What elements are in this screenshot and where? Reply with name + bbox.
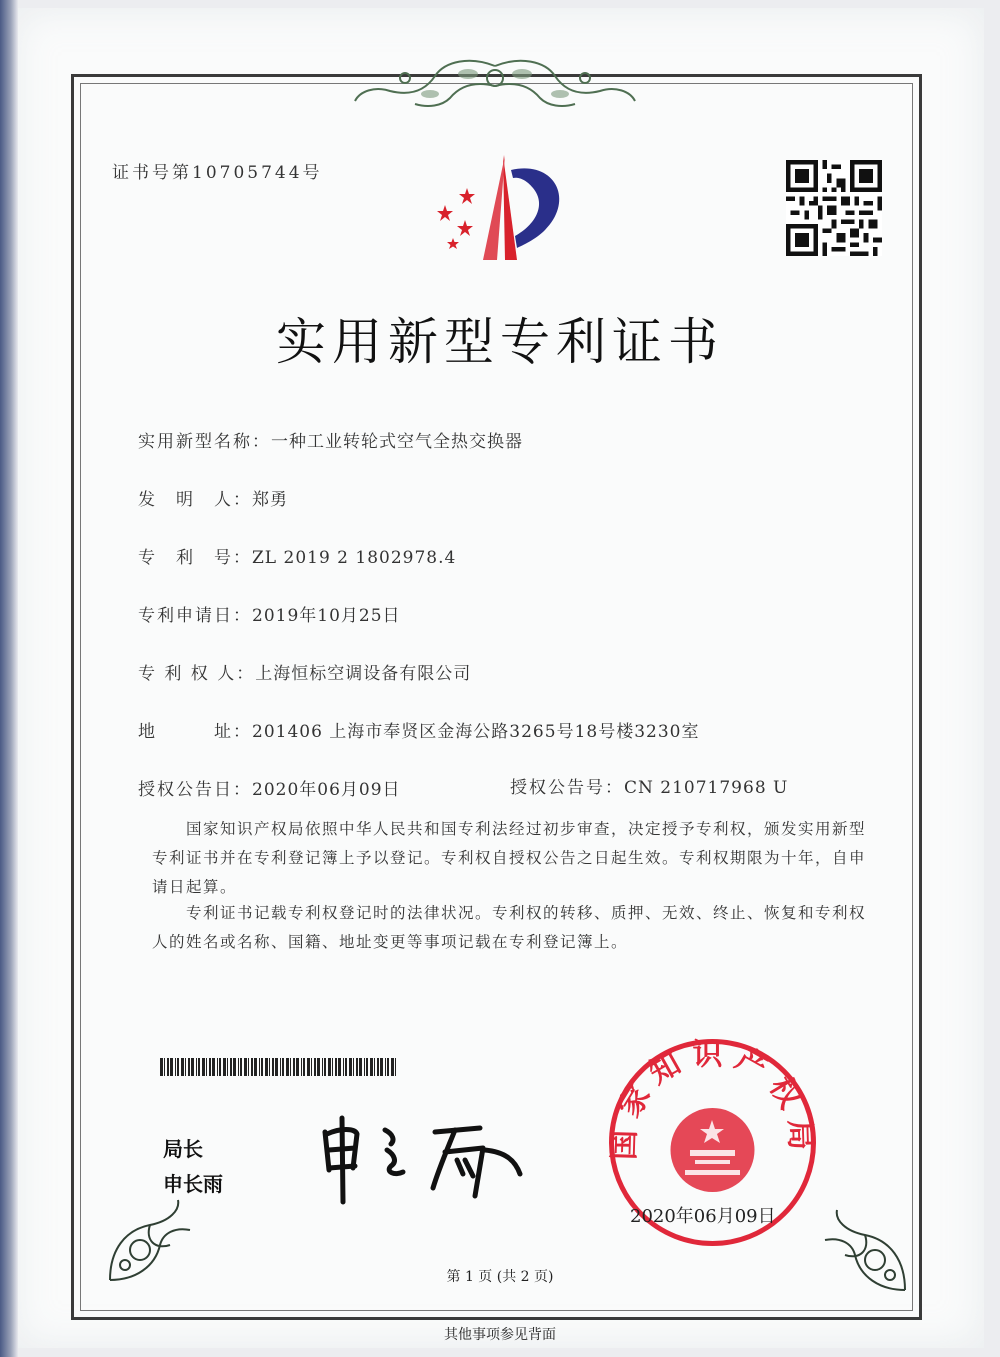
patent-number-value: ZL 2019 2 1802978.4 — [252, 548, 457, 568]
address-label: 地 址： — [138, 722, 252, 742]
binding-shadow — [0, 0, 18, 1357]
announcement-number-row — [510, 773, 788, 798]
patent-number-label: 专 利 号： — [138, 548, 252, 568]
qr-code-icon — [786, 160, 882, 256]
patent-office-logo-icon — [425, 150, 575, 270]
announcement-number-value: CN 210717968 U — [624, 778, 789, 798]
announcement-date-row — [138, 775, 401, 800]
director-name: 申长雨 — [163, 1172, 223, 1196]
top-ornament-icon — [350, 56, 640, 116]
announcement-date-value: 2020年06月09日 — [252, 780, 401, 800]
inventor-label: 发 明 人： — [138, 490, 252, 510]
inventor-row — [138, 485, 288, 510]
barcode-icon — [160, 1058, 400, 1076]
page-title: 实用新型专利证书 — [276, 313, 724, 371]
utility-model-name-value: 一种工业转轮式空气全热交换器 — [271, 432, 523, 452]
patent-number-row — [138, 543, 456, 568]
seal-text: 国家知识产权局 — [606, 1037, 819, 1161]
statement-paragraph-2: 专利证书记载专利权登记时的法律状况。专利权的转移、质押、无效、终止、恢复和专利权人的姓名或名称、国籍、地址变更等事项记载在专利登记簿上。 — [152, 904, 867, 951]
patentee-row — [138, 659, 471, 684]
address-row — [138, 717, 699, 742]
footer-note: 其他事项参见背面 — [444, 1327, 556, 1343]
announcement-number-label: 授权公告号： — [510, 778, 624, 798]
certificate-number: 证书号第10705744号 — [112, 163, 323, 183]
inventor-value: 郑勇 — [252, 490, 288, 510]
patentee-label: 专 利 权 人： — [138, 664, 256, 684]
director-signature-icon — [315, 1110, 530, 1210]
page-number: 第 1 页 (共 2 页) — [446, 1269, 554, 1285]
utility-model-name-row — [138, 427, 523, 452]
statement-paragraph-1: 国家知识产权局依照中华人民共和国专利法经过初步审查，决定授予专利权，颁发实用新型专利证书并在专利登记簿上予以登记。专利权自授权公告之日起生效。专利权期限为十年，自申请日起算。 — [152, 820, 867, 896]
application-date-label: 专利申请日： — [138, 606, 252, 626]
address-value: 201406 上海市奉贤区金海公路3265号18号楼3230室 — [252, 722, 700, 742]
utility-model-name-label: 实用新型名称： — [138, 432, 271, 452]
director-title: 局长 — [163, 1137, 203, 1161]
application-date-value: 2019年10月25日 — [252, 606, 401, 626]
patentee-value: 上海恒标空调设备有限公司 — [255, 664, 472, 684]
announcement-date-label: 授权公告日： — [138, 780, 252, 800]
application-date-row — [138, 601, 401, 626]
seal-date: 2020年06月09日 — [630, 1206, 776, 1227]
